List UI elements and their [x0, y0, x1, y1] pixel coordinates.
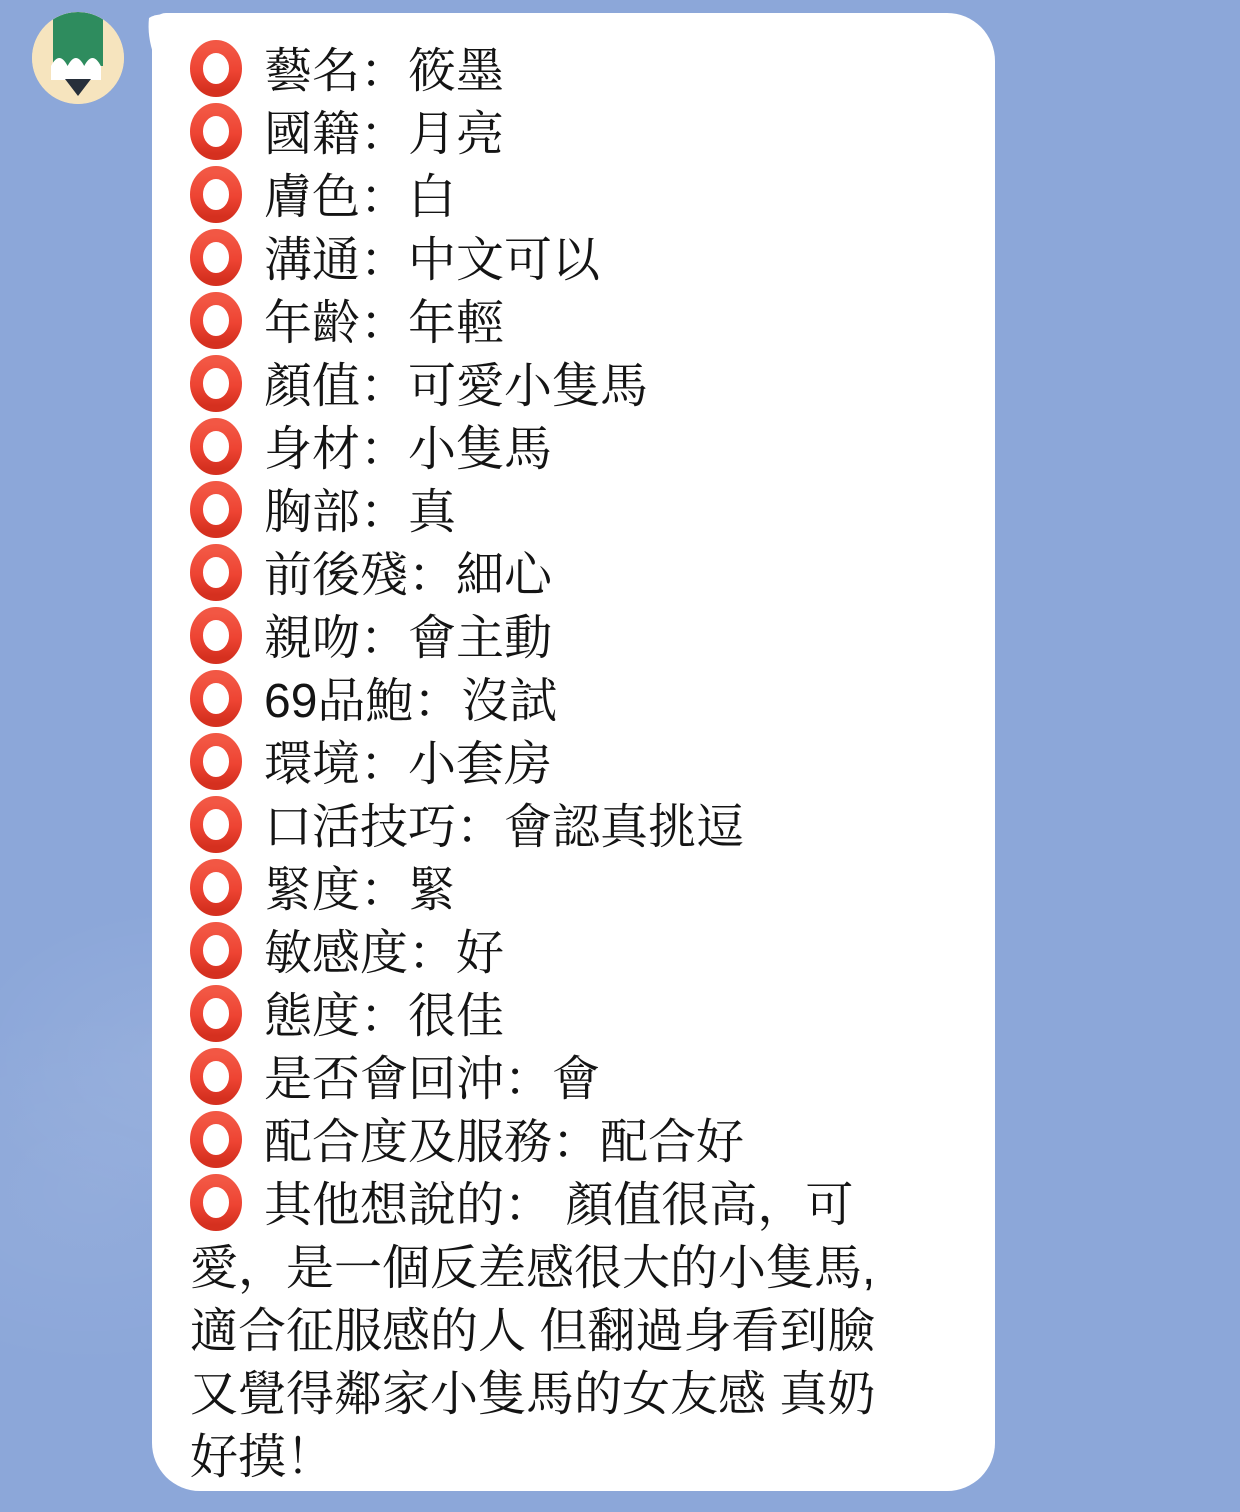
list-item	[190, 1174, 882, 1489]
item-text: 親吻：會主動	[264, 612, 553, 665]
list-item	[190, 544, 882, 607]
item-text: 國籍：月亮	[264, 108, 505, 161]
hollow-red-circle-emoji	[190, 355, 242, 412]
hollow-red-circle-emoji	[190, 292, 242, 349]
list-item	[190, 166, 882, 229]
item-text: 環境：小套房	[264, 738, 553, 791]
item-text: 配合度及服務：配合好	[264, 1116, 745, 1169]
item-text: 顏值：可愛小隻馬	[264, 360, 649, 413]
hollow-red-circle-emoji	[190, 103, 242, 160]
pencil-icon	[32, 12, 124, 104]
hollow-red-circle-emoji	[190, 922, 242, 979]
hollow-red-circle-emoji	[190, 859, 242, 916]
item-text: 緊度：緊	[264, 864, 457, 917]
hollow-red-circle-emoji	[190, 1111, 242, 1168]
list-item	[190, 1048, 882, 1111]
list-item	[190, 292, 882, 355]
list-item	[190, 859, 882, 922]
hollow-red-circle-emoji	[190, 481, 242, 538]
item-text: 溝通：中文可以	[264, 234, 601, 287]
list-item	[190, 1111, 882, 1174]
list-item	[190, 607, 882, 670]
avatar[interactable]	[32, 12, 124, 104]
hollow-red-circle-emoji	[190, 40, 242, 97]
list-item	[190, 229, 882, 292]
item-text: 69品鮑：沒試	[264, 675, 558, 728]
item-text: 敏感度：好	[264, 927, 505, 980]
item-text: 膚色：白	[264, 171, 457, 224]
hollow-red-circle-emoji	[190, 796, 242, 853]
item-text: 藝名：筱墨	[264, 45, 505, 98]
list-item	[190, 481, 882, 544]
item-text: 胸部：真	[264, 486, 457, 539]
list-item	[190, 103, 882, 166]
hollow-red-circle-emoji	[190, 1048, 242, 1105]
hollow-red-circle-emoji	[190, 607, 242, 664]
hollow-red-circle-emoji	[190, 1174, 242, 1231]
item-text: 前後殘：細心	[264, 549, 553, 602]
hollow-red-circle-emoji	[190, 733, 242, 790]
list-item	[190, 796, 882, 859]
hollow-red-circle-emoji	[190, 544, 242, 601]
hollow-red-circle-emoji	[190, 985, 242, 1042]
list-item	[190, 733, 882, 796]
hollow-red-circle-emoji	[190, 229, 242, 286]
item-text: 口活技巧：會認真挑逗	[264, 801, 745, 854]
hollow-red-circle-emoji	[190, 418, 242, 475]
hollow-red-circle-emoji	[190, 670, 242, 727]
message-bubble[interactable]	[152, 13, 995, 1491]
list-item	[190, 40, 882, 103]
list-item	[190, 985, 882, 1048]
list-item	[190, 922, 882, 985]
list-item	[190, 418, 882, 481]
hollow-red-circle-emoji	[190, 166, 242, 223]
item-text: 身材：小隻馬	[264, 423, 553, 476]
item-text: 是否會回沖：會	[264, 1053, 601, 1106]
item-text: 態度：很佳	[264, 990, 505, 1043]
item-text: 其他想說的： 顏值很高，可愛，是一個反差感很大的小隻馬, 適合征服感的人 但翻過身看到臉又覺得鄰家小隻馬的女友感 真奶好摸！	[190, 1179, 876, 1484]
item-text: 年齡：年輕	[264, 297, 505, 350]
list-item	[190, 355, 882, 418]
list-item	[190, 670, 882, 733]
